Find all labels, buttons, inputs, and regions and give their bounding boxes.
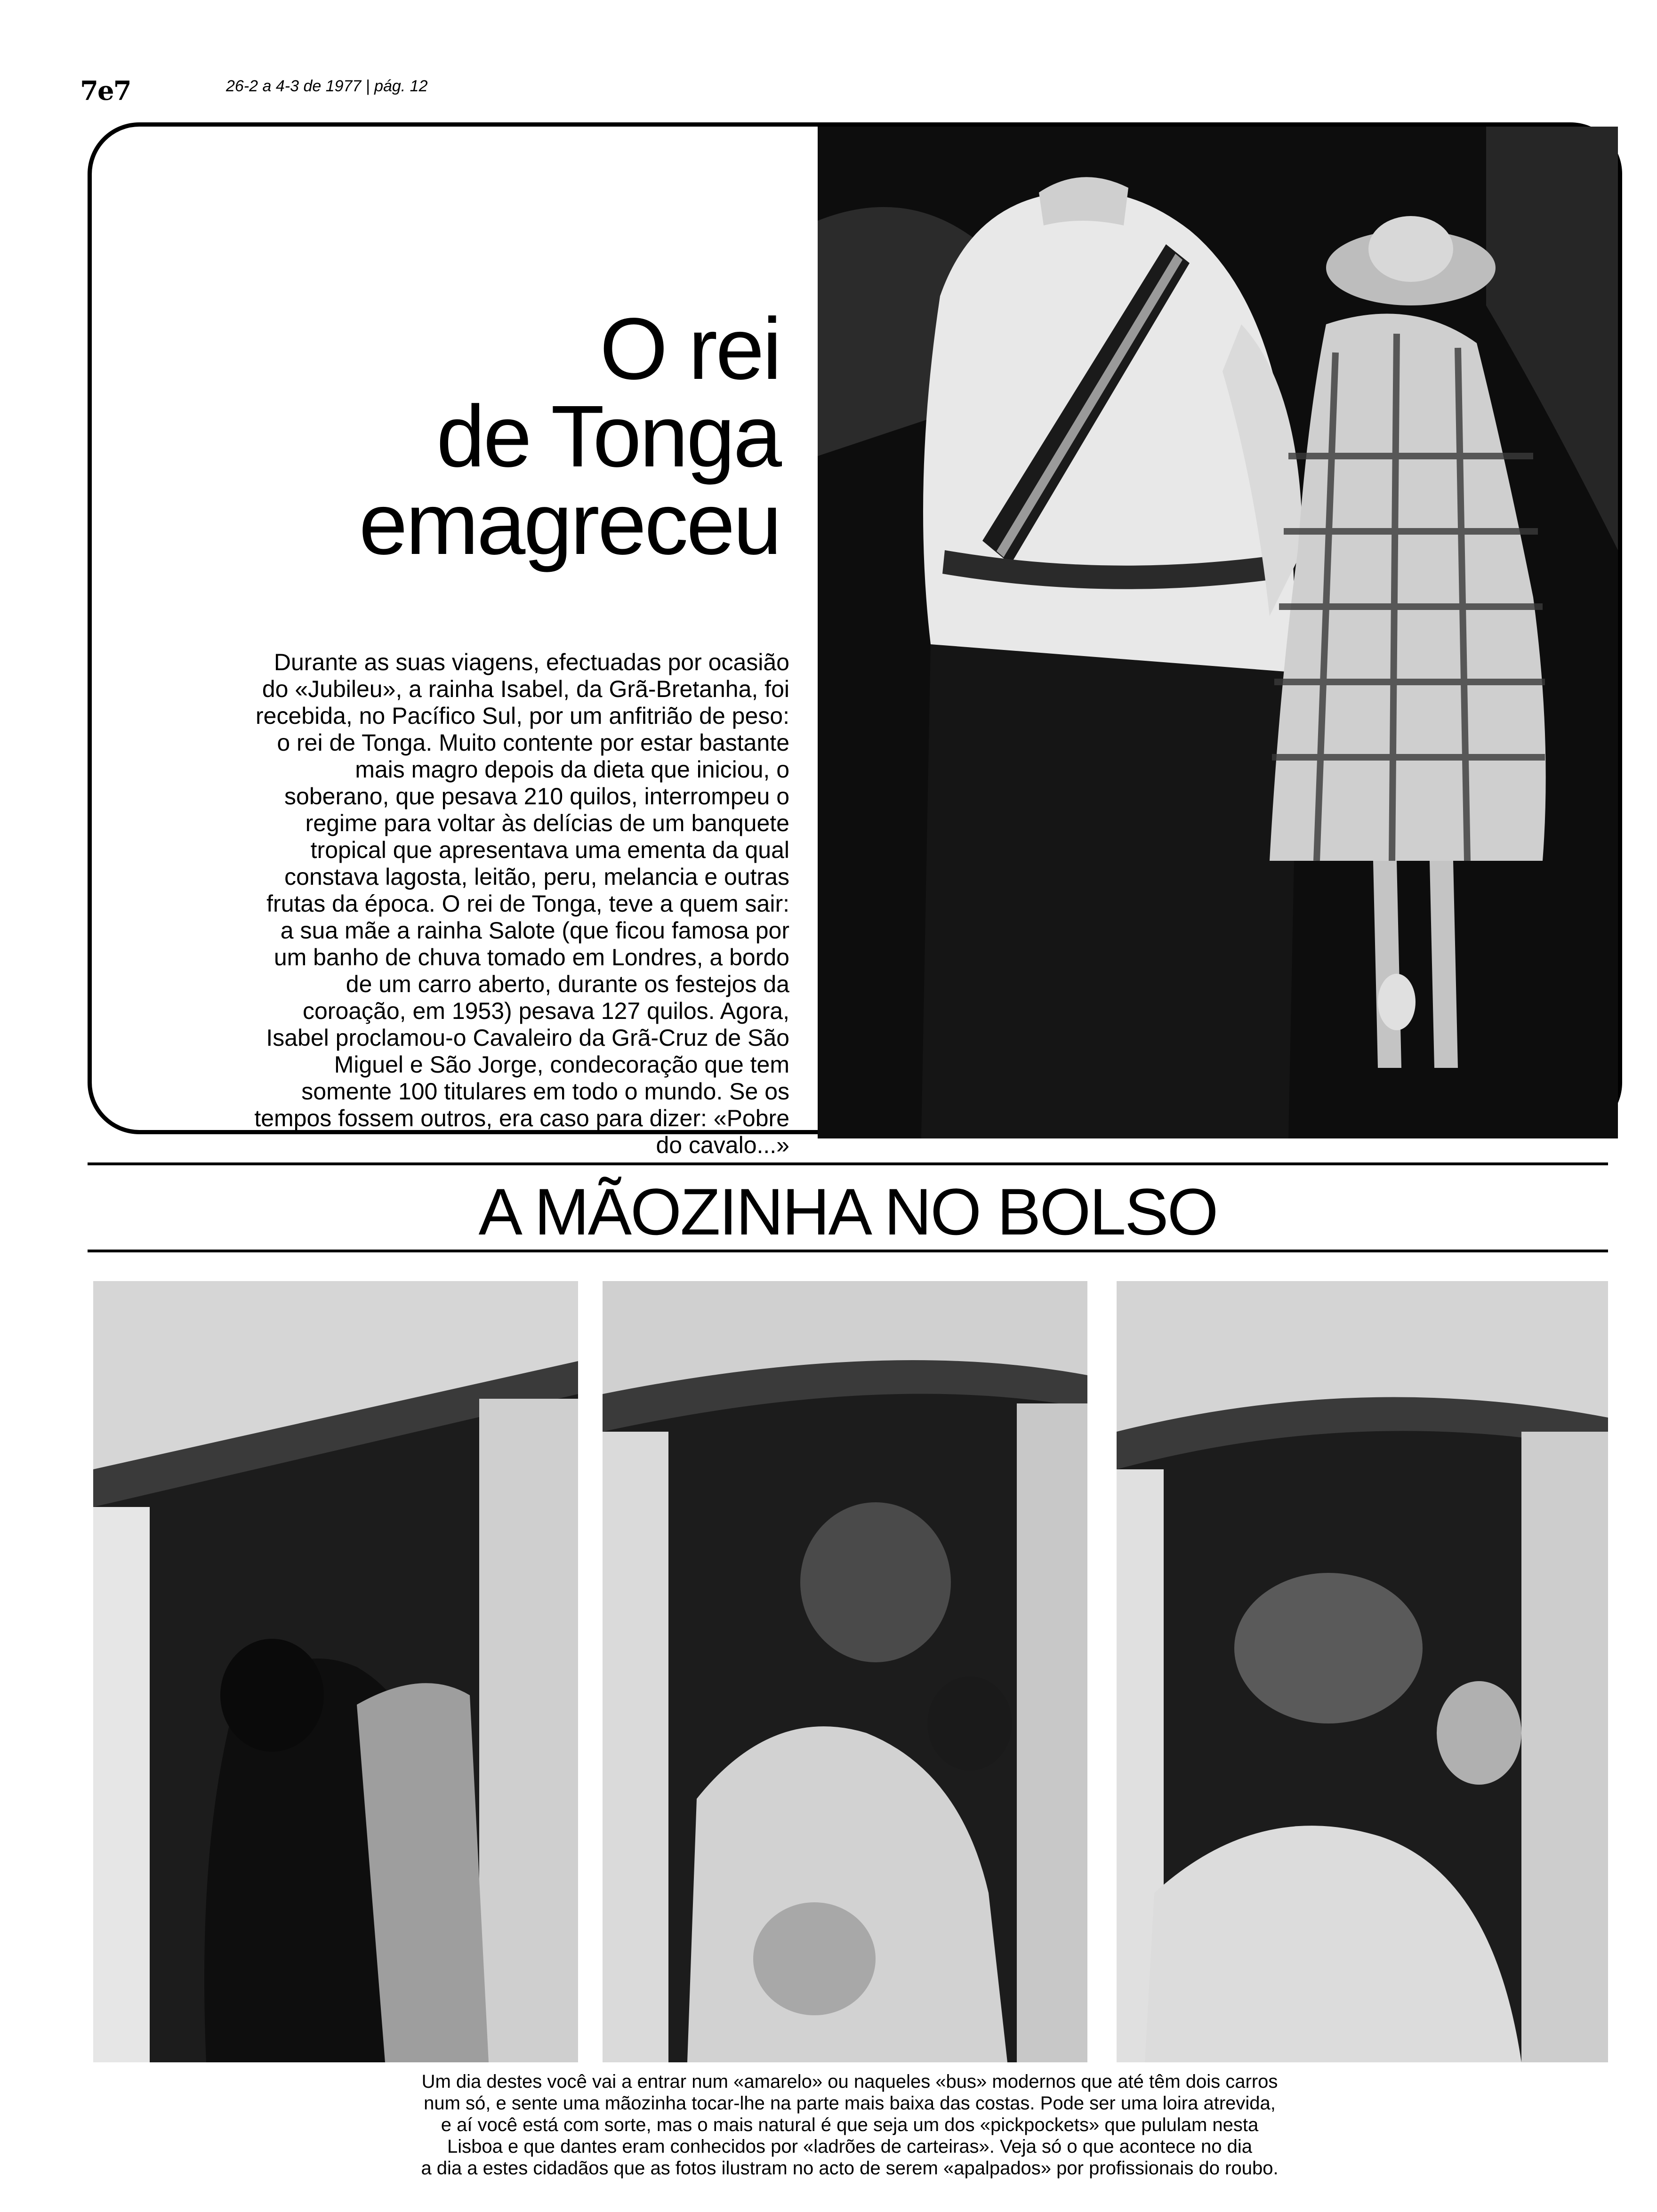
section-bottom-rule [88,1250,1608,1252]
caption-line: a dia a estes cidadãos que as fotos ilustram no acto de serem «apalpados» por profissionais do roubo. [421,2158,1279,2179]
article-line: somente 100 titulares em todo o mundo. Se os [301,1078,789,1105]
caption-line: e aí você está com sorte, mas o mais natural é que seja um dos «pickpockets» que pululam nesta [441,2115,1259,2135]
caption-line: num só, e sente uma mãozinha tocar-lhe na parte mais baixa das costas. Pode ser uma loira atrevida, [424,2093,1276,2114]
feature-title [309,300,780,573]
article-line: regime para voltar às delícias de um banquete [305,810,789,836]
article-line: do cavalo...» [656,1132,789,1158]
article-line: de um carro aberto, durante os festejos da [346,971,789,997]
article-line: Durante as suas viagens, efectuadas por ocasião [273,649,789,675]
article-line: coroação, em 1953) pesava 127 quilos. Agora, [302,998,789,1024]
section-top-rule [88,1162,1608,1165]
photo-king-and-queen [818,127,1618,1130]
photo-king-illustration [818,127,1618,1138]
article-line: o rei de Tonga. Muito contente por estar bastante [277,729,789,756]
article-line: constava lagosta, leitão, peru, melancia e outras [284,864,789,890]
photo-bus-door-3-illustration [1117,1281,1608,2062]
article-line: frutas da época. O rei de Tonga, teve a quem sair: [266,890,789,917]
section-title: A MÃOZINHA NO BOLSO [478,1175,1217,1249]
caption-line: Lisboa e que dantes eram conhecidos por «ladrões de carteiras». Veja só o que acontece no dia [447,2136,1253,2157]
article-line: soberano, que pesava 210 quilos, interrompeu o [284,783,789,809]
feature-title-line: emagreceu [359,475,780,573]
photo-bus-door-2 [603,1281,1087,2062]
article-line: um banho de chuva tomado em Londres, a bordo [273,944,789,970]
feature-title-line: de Tonga [436,388,780,485]
issue-date: 26-2 a 4-3 de 1977 | pág. 12 [226,77,428,95]
article-line: tropical que apresentava uma ementa da qual [310,837,789,863]
masthead-logo: 7e7 [80,75,131,106]
article-line: Isabel proclamou-o Cavaleiro da Grã-Cruz de São [266,1025,789,1051]
photo-bus-door-3 [1117,1281,1608,2062]
article-line: tempos fossem outros, era caso para dizer: «Pobre [254,1105,789,1131]
article-line: mais magro depois da dieta que iniciou, o [355,756,789,783]
feature-title-line: O rei [599,300,780,398]
article-line: a sua mãe a rainha Salote (que ficou famosa por [280,917,789,944]
photo-bus-door-1 [93,1281,578,2062]
article-line: do «Jubileu», a rainha Isabel, da Grã-Bretanha, foi [262,676,789,702]
feature-article-body [140,649,789,1159]
section-caption [348,2071,1351,2179]
article-line: Miguel e São Jorge, condecoração que tem [334,1051,789,1078]
article-line: recebida, no Pacífico Sul, por um anfitrião de peso: [256,703,789,729]
photo-bus-door-2-illustration [603,1281,1087,2062]
photo-bus-door-1-illustration [93,1281,578,2062]
feature-frame [88,122,1622,1158]
caption-line: Um dia destes você vai a entrar num «amarelo» ou naqueles «bus» modernos que até têm dois carros [421,2071,1278,2092]
